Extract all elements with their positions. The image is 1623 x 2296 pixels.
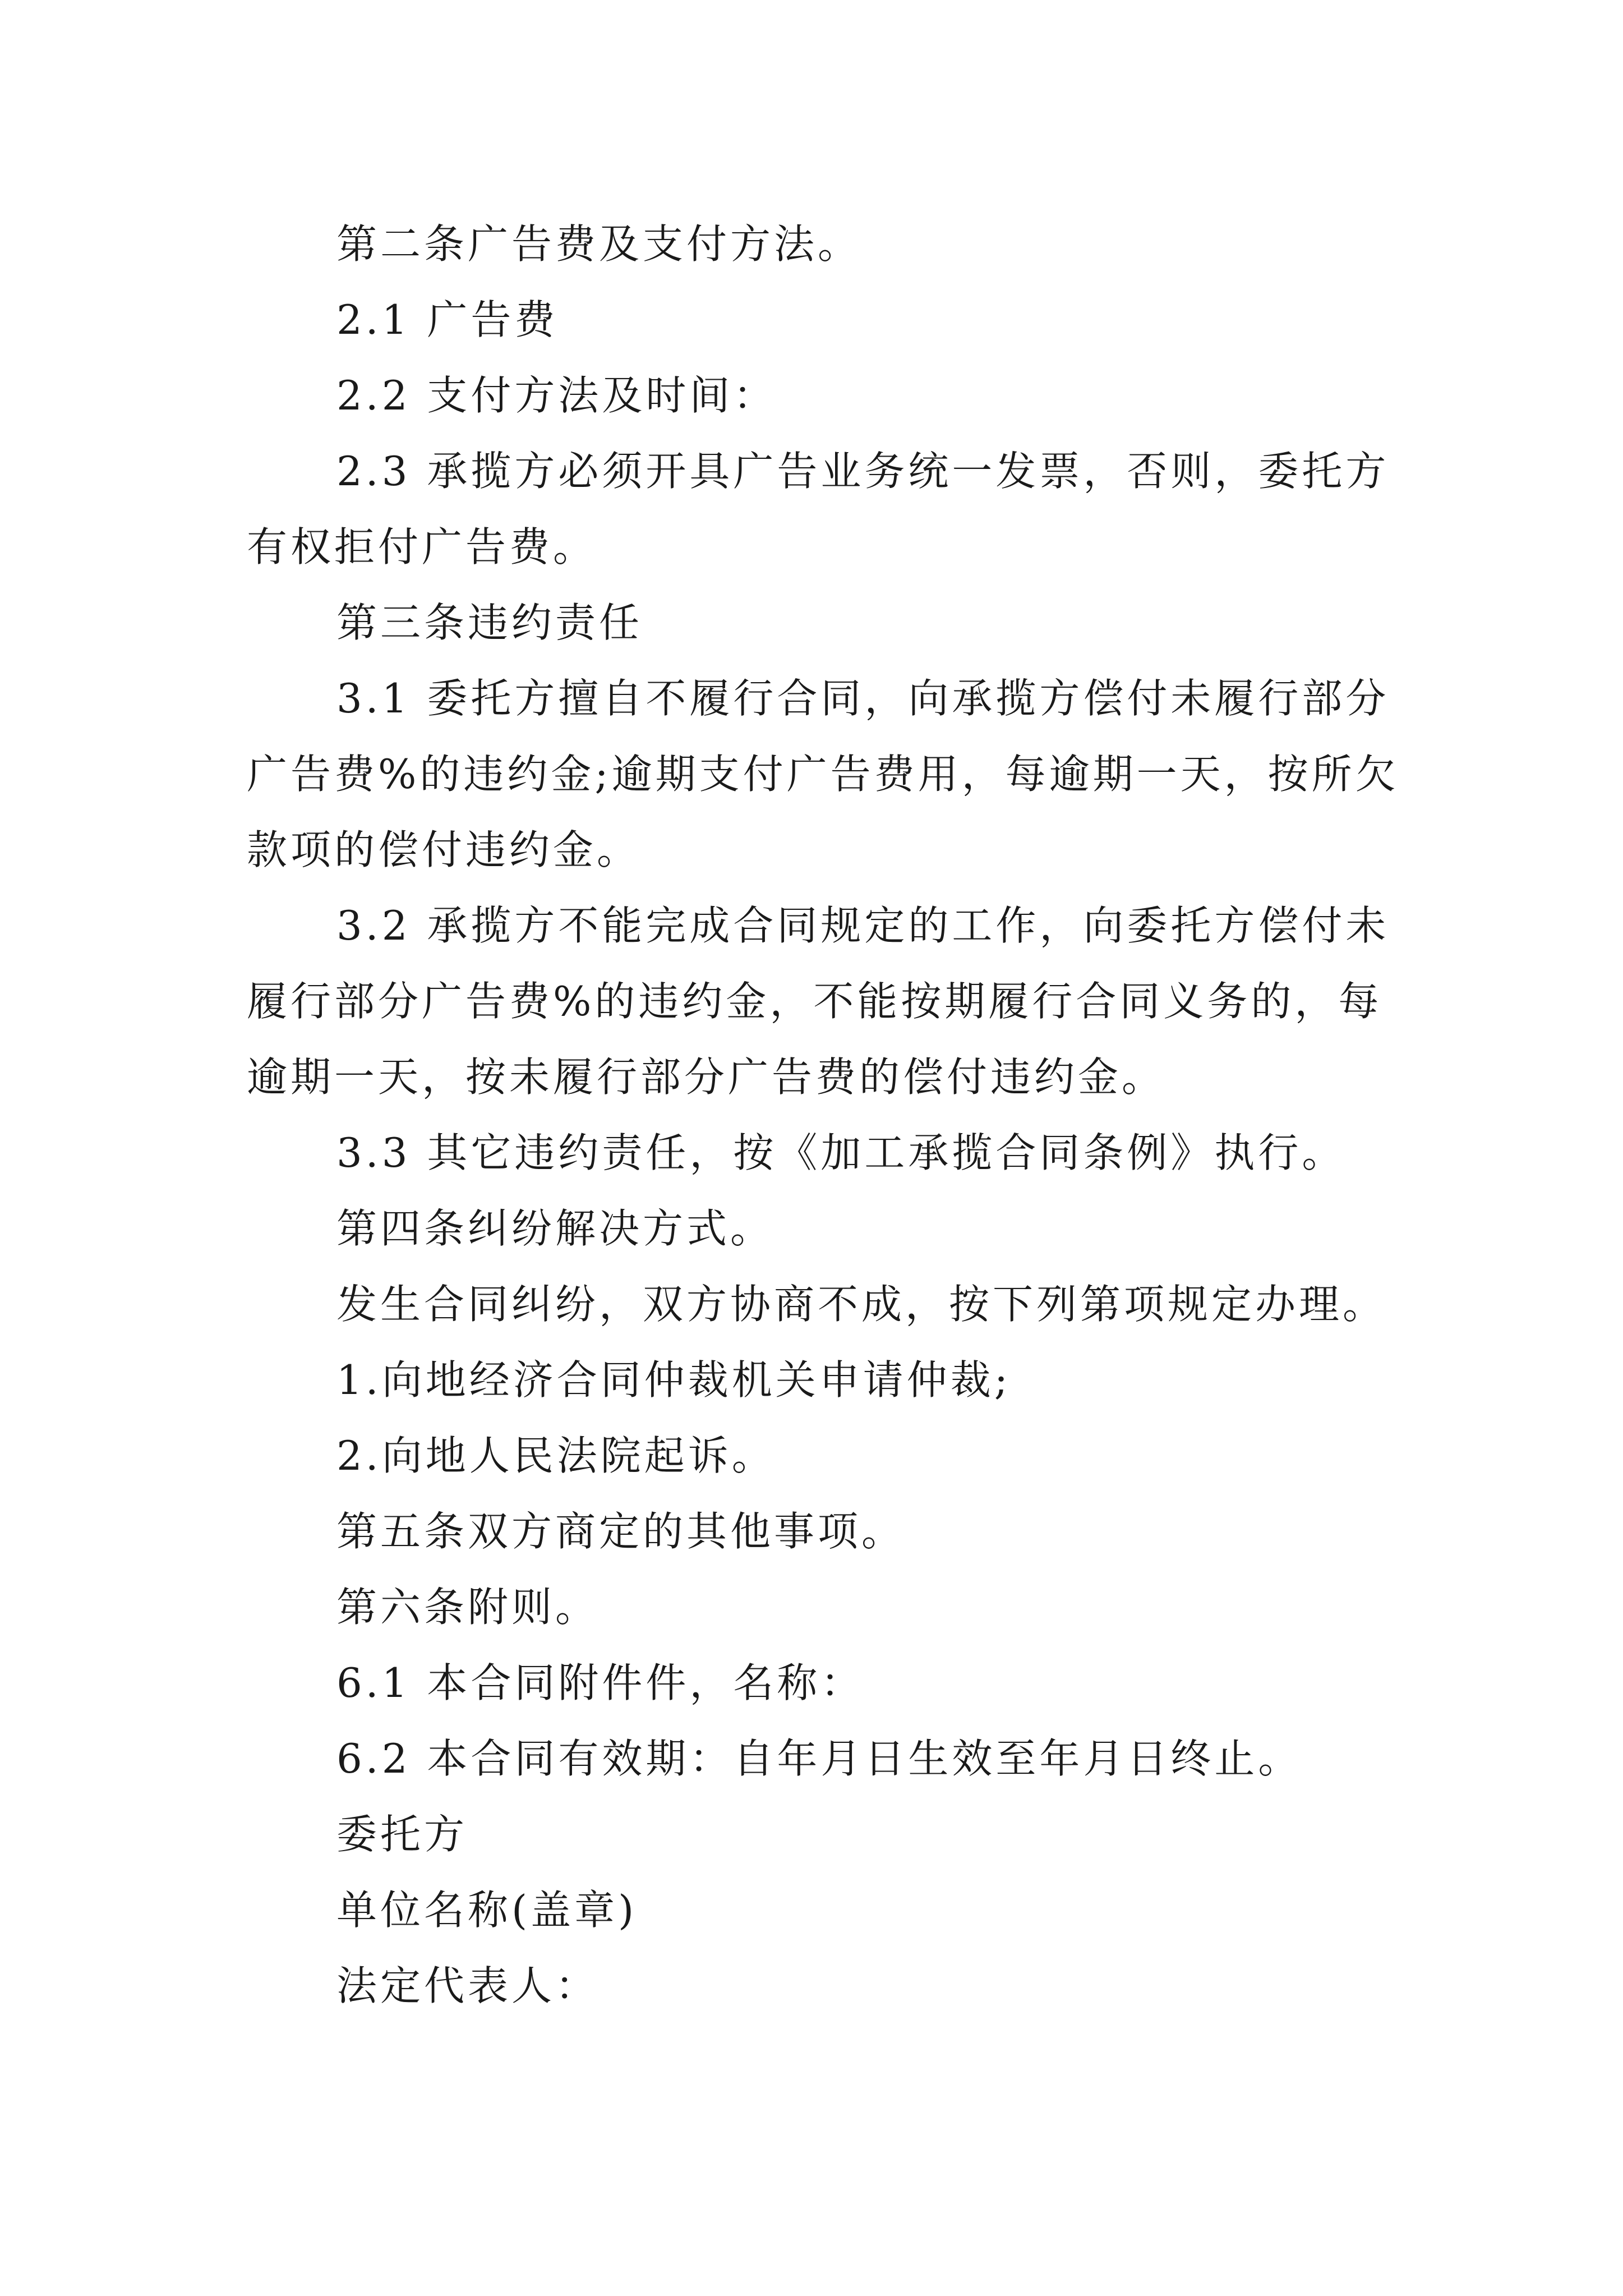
clause-3-2-line-3: 逾期一天，按未履行部分广告费的偿付违约金。 bbox=[247, 1053, 1166, 1101]
clause-3-1-line-3: 款项的偿付违约金。 bbox=[247, 826, 641, 873]
clause-2-2: 2.2 支付方法及时间： bbox=[336, 372, 777, 419]
article-5-heading: 第五条双方商定的其他事项。 bbox=[336, 1508, 906, 1555]
article-4-body: 发生合同纠纷，双方协商不成，按下列第项规定办理。 bbox=[336, 1281, 1387, 1328]
option-2: 2.向地人民法院起诉。 bbox=[336, 1432, 776, 1479]
clause-3-2-line-2: 履行部分广告费%的违约金，不能按期履行合同义务的，每 bbox=[247, 978, 1382, 1025]
article-4-heading: 第四条纠纷解决方式。 bbox=[336, 1205, 774, 1252]
clause-2-1: 2.1 广告费 bbox=[336, 296, 559, 343]
legal-representative-label: 法定代表人： bbox=[336, 1962, 600, 2009]
clause-3-2-line-1: 3.2 承揽方不能完成合同规定的工作，向委托方偿付未 bbox=[336, 902, 1390, 949]
principal-label: 委托方 bbox=[336, 1811, 468, 1858]
option-1: 1.向地经济合同仲裁机关申请仲裁; bbox=[336, 1356, 1011, 1404]
article-6-heading: 第六条附则。 bbox=[336, 1584, 600, 1631]
article-3-heading: 第三条违约责任 bbox=[336, 599, 643, 646]
clause-2-3-line-1: 2.3 承揽方必须开具广告业务统一发票，否则，委托方 bbox=[336, 448, 1390, 495]
clause-3-1-line-1: 3.1 委托方擅自不履行合同，向承揽方偿付未履行部分 bbox=[336, 675, 1390, 722]
unit-name-label: 单位名称(盖章) bbox=[336, 1887, 638, 1934]
clause-2-3-line-2: 有权拒付广告费。 bbox=[247, 523, 597, 570]
clause-3-3: 3.3 其它违约责任，按《加工承揽合同条例》执行。 bbox=[336, 1129, 1346, 1176]
clause-6-2: 6.2 本合同有效期：自年月日生效至年月日终止。 bbox=[336, 1735, 1302, 1782]
article-2-heading: 第二条广告费及支付方法。 bbox=[336, 220, 862, 268]
clause-6-1: 6.1 本合同附件件，名称： bbox=[336, 1659, 865, 1706]
clause-3-1-line-2: 广告费%的违约金;逾期支付广告费用，每逾期一天，按所欠 bbox=[247, 751, 1399, 798]
